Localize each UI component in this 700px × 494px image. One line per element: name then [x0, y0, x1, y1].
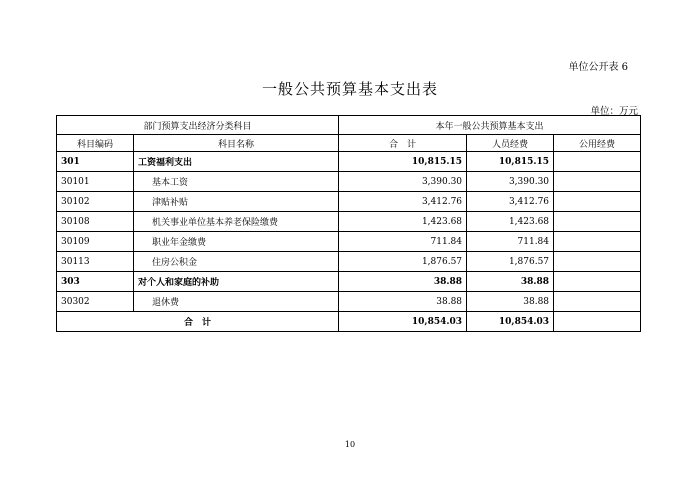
- page-title: 一般公共预算基本支出表: [261, 80, 438, 98]
- row-total: 1,423.68: [339, 212, 467, 232]
- header-group-left: 部门预算支出经济分类科目: [57, 116, 339, 135]
- table-row: [57, 272, 641, 292]
- row-public: [554, 252, 641, 272]
- row-personnel: 1,423.68: [467, 212, 554, 232]
- header-personnel: 人员经费: [467, 135, 554, 152]
- row-personnel: 711.84: [467, 232, 554, 252]
- document-code: 单位公开表 6: [568, 62, 628, 73]
- header-group-row: [57, 116, 641, 135]
- row-public: [554, 192, 641, 212]
- row-total: 38.88: [339, 292, 467, 312]
- row-personnel: 3,412.76: [467, 192, 554, 212]
- totals-public: [554, 312, 641, 332]
- row-public: [554, 272, 641, 292]
- totals-personnel: 10,854.03: [467, 312, 554, 332]
- row-name: 机关事业单位基本养老保险缴费: [134, 212, 339, 232]
- header-code: 科目编码: [57, 135, 134, 152]
- row-name: 职业年金缴费: [134, 232, 339, 252]
- row-name: 工资福利支出: [134, 152, 339, 172]
- table-row: [57, 192, 641, 212]
- row-code: 30109: [57, 232, 134, 252]
- row-code: 30113: [57, 252, 134, 272]
- row-personnel: 10,815.15: [467, 152, 554, 172]
- row-public: [554, 152, 641, 172]
- budget-table: [56, 115, 641, 332]
- row-code: 301: [57, 152, 134, 172]
- row-total: 711.84: [339, 232, 467, 252]
- table-row: [57, 292, 641, 312]
- row-code: 30108: [57, 212, 134, 232]
- table-row: [57, 212, 641, 232]
- row-personnel: 38.88: [467, 272, 554, 292]
- row-name: 基本工资: [134, 172, 339, 192]
- row-total: 38.88: [339, 272, 467, 292]
- row-public: [554, 232, 641, 252]
- header-total: 合 计: [339, 135, 467, 152]
- row-public: [554, 212, 641, 232]
- row-personnel: 1,876.57: [467, 252, 554, 272]
- row-total: 10,815.15: [339, 152, 467, 172]
- header-public: 公用经费: [554, 135, 641, 152]
- row-total: 3,390.30: [339, 172, 467, 192]
- table-row: [57, 172, 641, 192]
- table-row: [57, 152, 641, 172]
- row-code: 303: [57, 272, 134, 292]
- header-name: 科目名称: [134, 135, 339, 152]
- row-name: 住房公积金: [134, 252, 339, 272]
- table-row: [57, 232, 641, 252]
- table-row: [57, 252, 641, 272]
- totals-row: [57, 312, 641, 332]
- row-personnel: 3,390.30: [467, 172, 554, 192]
- row-total: 3,412.76: [339, 192, 467, 212]
- totals-label: 合 计: [57, 312, 339, 332]
- row-personnel: 38.88: [467, 292, 554, 312]
- row-total: 1,876.57: [339, 252, 467, 272]
- header-group-right: 本年一般公共预算基本支出: [339, 116, 641, 135]
- row-name: 津贴补贴: [134, 192, 339, 212]
- row-public: [554, 292, 641, 312]
- row-code: 30101: [57, 172, 134, 192]
- row-code: 30102: [57, 192, 134, 212]
- totals-total: 10,854.03: [339, 312, 467, 332]
- unit-label: 单位：万元: [590, 106, 638, 117]
- row-public: [554, 172, 641, 192]
- row-name: 退休费: [134, 292, 339, 312]
- header-column-row: [57, 135, 641, 152]
- row-name: 对个人和家庭的补助: [134, 272, 339, 292]
- row-code: 30302: [57, 292, 134, 312]
- page-number: 10: [344, 440, 356, 449]
